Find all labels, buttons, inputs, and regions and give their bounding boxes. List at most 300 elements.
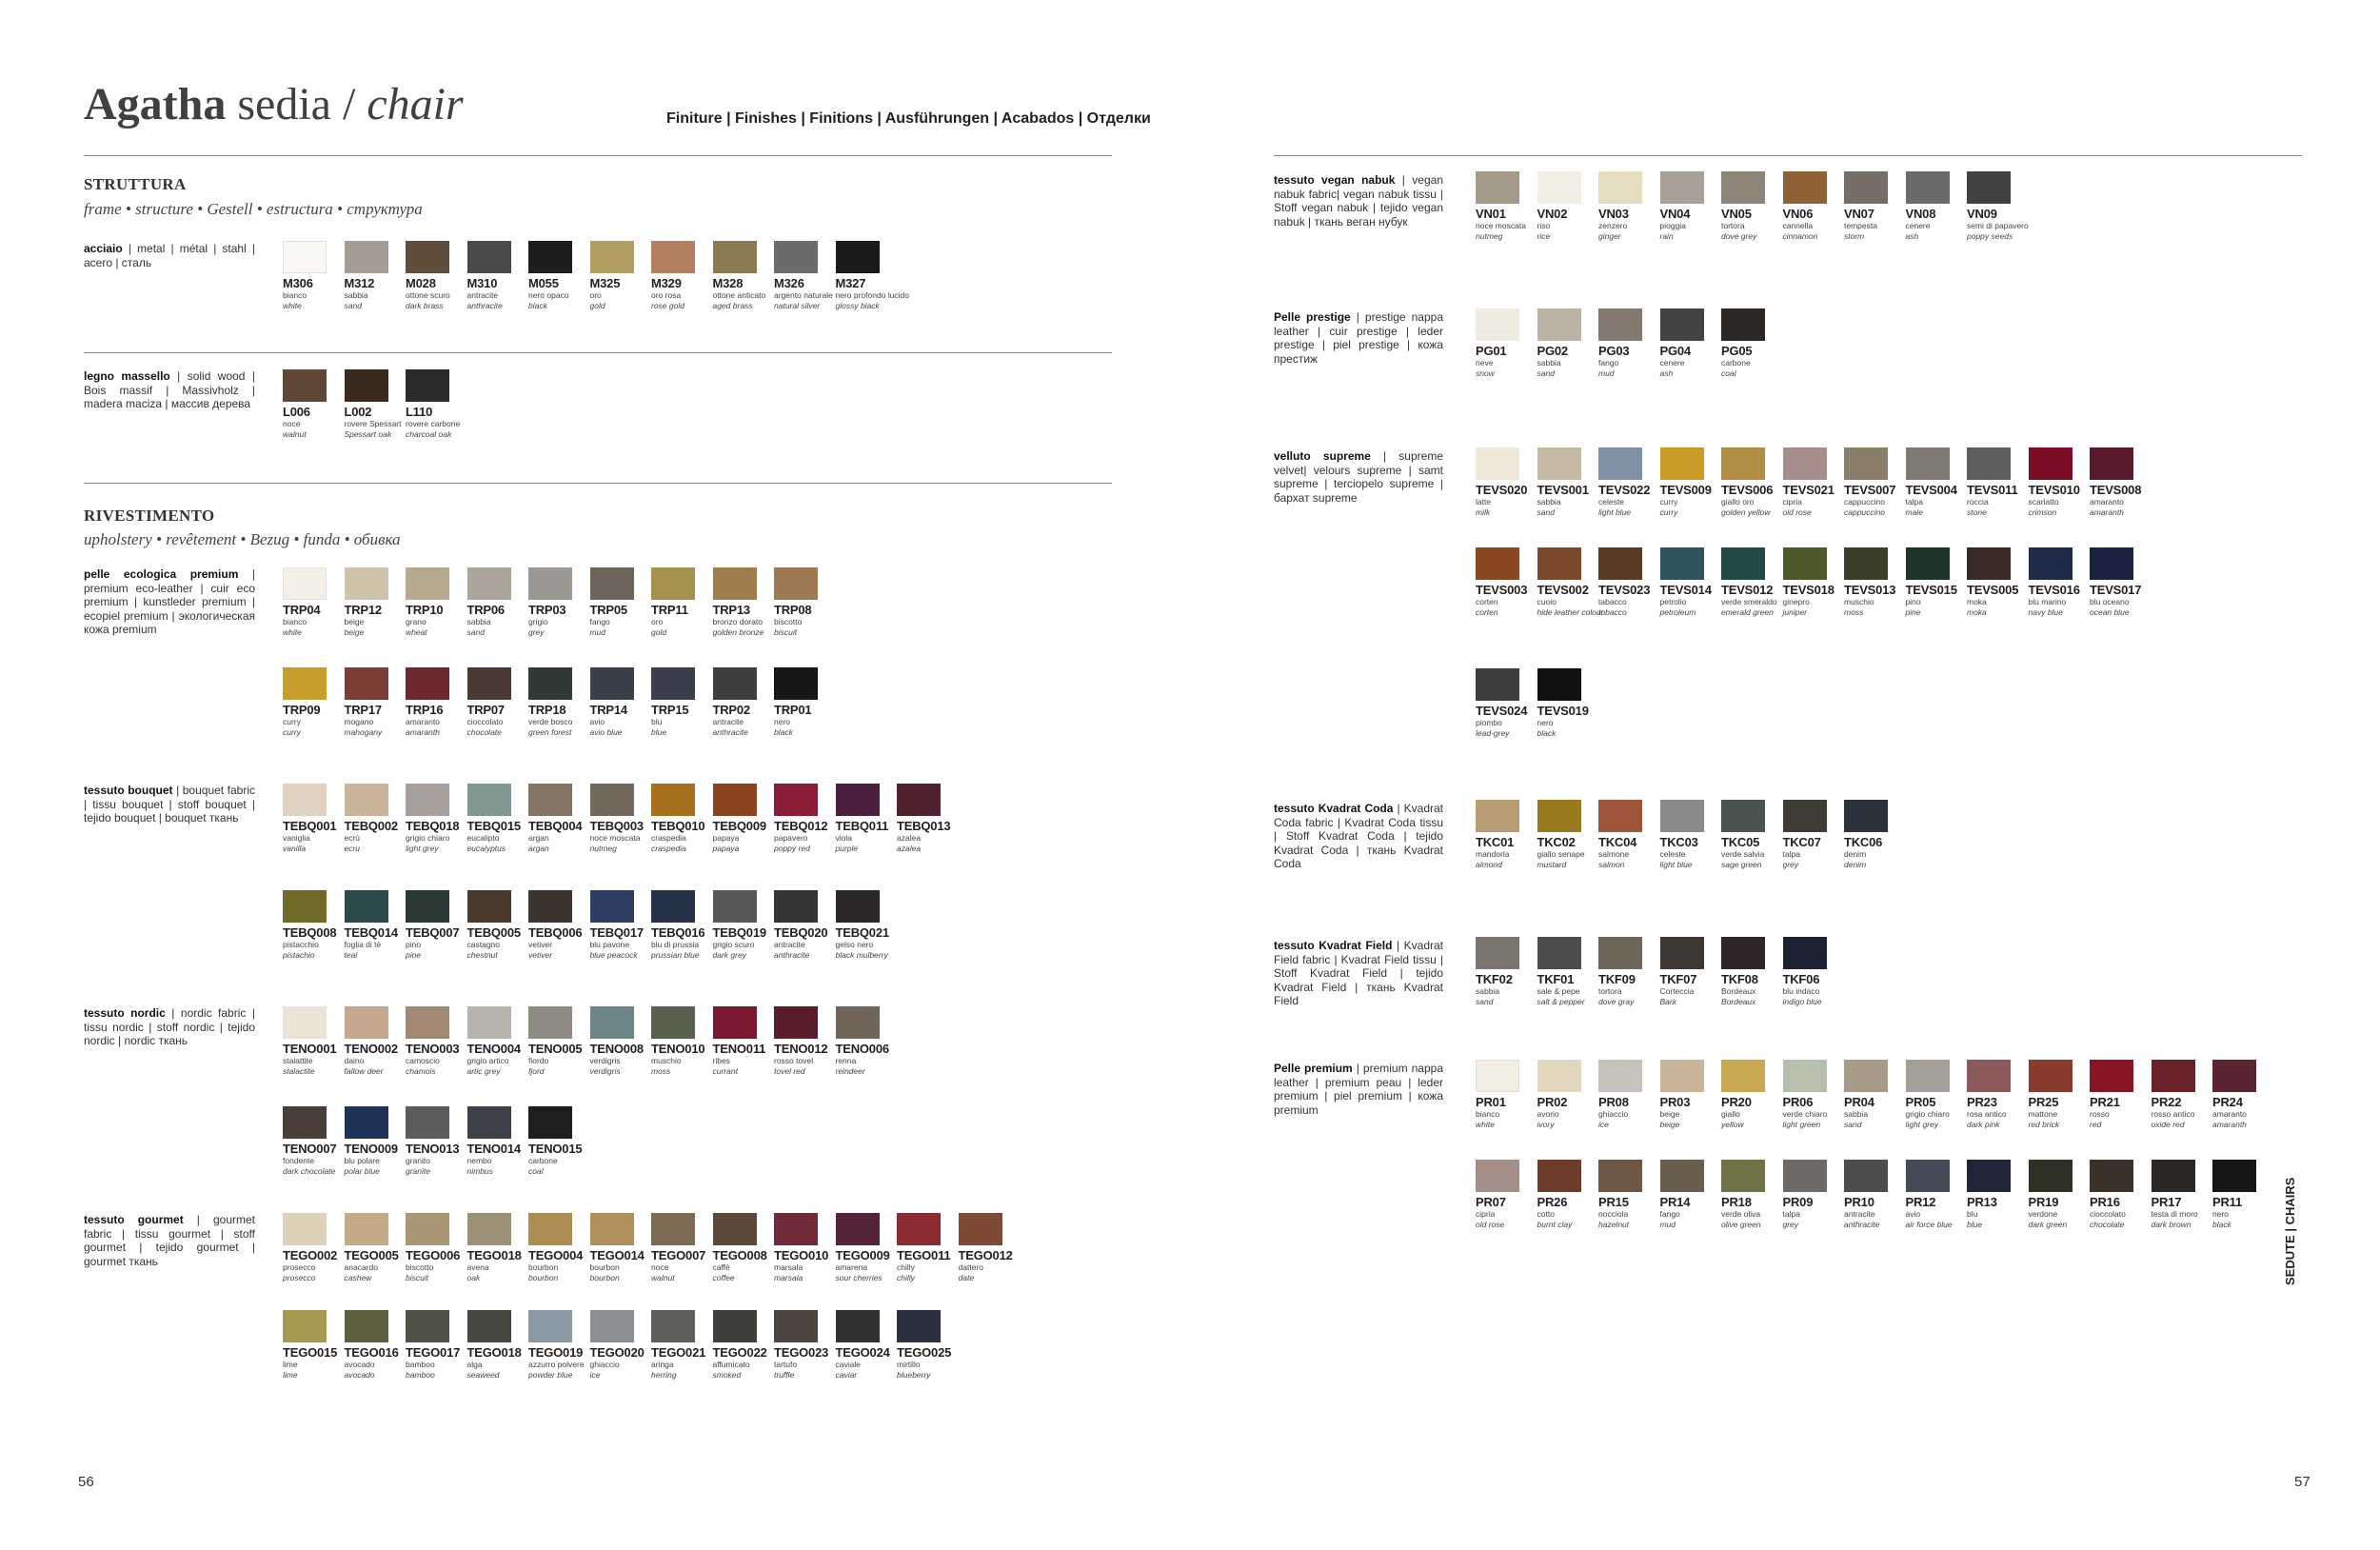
swatch-name-italian: mirtillo [897, 1360, 921, 1369]
swatch-pr09 [1783, 1160, 1840, 1229]
swatch-trp03 [528, 567, 585, 637]
swatch-name-english: curry [283, 726, 301, 737]
swatch-name-english: tobacco [1598, 606, 1627, 617]
swatch-tevs021 [1783, 447, 1840, 517]
swatch-name-italian: semi di papavero [1967, 221, 2029, 230]
page-number-left: 56 [78, 1474, 94, 1490]
swatch-name-italian: neve [1476, 358, 1494, 368]
swatch-chip [345, 567, 388, 600]
swatch-code: TEVS015 [1905, 583, 1957, 597]
swatch-name-italian: vaniglia [283, 833, 310, 843]
group-label-legno [84, 369, 255, 411]
swatch-name-english: pistachio [283, 949, 315, 960]
swatch-name-italian: biscotto [774, 617, 803, 626]
swatch-code: TKF02 [1476, 972, 1513, 986]
swatch-pr17 [2152, 1160, 2209, 1229]
swatch-teno006 [836, 1006, 893, 1076]
swatch-name-english: walnut [283, 428, 307, 439]
swatch-chip [959, 1213, 1002, 1245]
swatch-chip [651, 890, 695, 923]
swatch-code: TEBQ012 [774, 819, 828, 833]
swatch-m310 [467, 241, 525, 310]
swatch-name-english: wheat [406, 626, 427, 637]
swatch-name-italian: nero [1537, 718, 1554, 727]
group-label-acciaio [84, 242, 255, 269]
swatch-m312 [345, 241, 402, 310]
swatch-name-english: Spessart oak [344, 428, 392, 439]
swatch-chip [1598, 1060, 1642, 1092]
swatch-name-italian: curry [283, 717, 301, 726]
swatch-teno008 [590, 1006, 647, 1076]
swatch-chip [774, 1310, 818, 1342]
swatch-code: TENO013 [406, 1142, 460, 1156]
swatch-chip [1598, 447, 1642, 480]
swatch-teno007 [283, 1106, 340, 1176]
swatch-name-italian: eucalipto [466, 833, 500, 843]
swatch-name-italian: amaranto [2212, 1109, 2247, 1119]
swatch-trp10 [406, 567, 463, 637]
group-label-pelle-ecologica [84, 567, 255, 637]
swatch-code: L110 [406, 405, 433, 419]
swatch-code: VN05 [1721, 207, 1752, 221]
swatch-code: M328 [712, 276, 744, 290]
swatch-tkc05 [1721, 800, 1778, 869]
swatch-name-english: anthracite [1844, 1219, 1880, 1229]
swatch-name-italian: cioccolato [2090, 1209, 2126, 1219]
swatch-tkf08 [1721, 937, 1778, 1006]
swatch-chip [2029, 1160, 2073, 1192]
swatch-code: TRP08 [774, 603, 812, 617]
swatch-chip [2152, 1060, 2195, 1092]
swatch-tevs017 [2090, 547, 2147, 617]
swatch-chip [1476, 547, 1519, 580]
swatch-chip [1967, 447, 2011, 480]
group-label-vegan-nabuk [1274, 173, 1443, 229]
swatch-name-english: biscuit [774, 626, 798, 637]
swatch-name-english: craspedia [651, 843, 686, 853]
swatch-name-italian: stalattite [283, 1056, 313, 1065]
swatch-name-english: sand [1476, 996, 1494, 1006]
swatch-code: TEGO014 [589, 1248, 645, 1262]
swatch-name-italian: noce [651, 1262, 669, 1272]
swatch-name-italian: rosa antico [1967, 1109, 2007, 1119]
swatch-name-italian: argento naturale [774, 290, 833, 300]
swatch-tebq012 [774, 784, 831, 853]
swatch-name-italian: caffè [712, 1262, 730, 1272]
swatch-tebq005 [467, 890, 525, 960]
swatch-chip [713, 1213, 757, 1245]
swatch-name-english: rice [1537, 230, 1551, 241]
swatch-name-english: almond [1476, 859, 1502, 869]
swatch-chip [467, 1006, 511, 1039]
swatch-name-italian: fango [1598, 358, 1619, 368]
swatch-pr19 [2029, 1160, 2086, 1229]
swatch-chip [1721, 547, 1765, 580]
swatch-name-english: juniper [1782, 606, 1808, 617]
swatch-code: TRP03 [528, 603, 566, 617]
swatch-name-english: light blue [1598, 507, 1632, 517]
swatch-name-english: beige [1659, 1119, 1680, 1129]
group-label-kvadrat-coda [1274, 802, 1443, 871]
swatch-name-italian: chilly [897, 1262, 915, 1272]
swatch-code: TEGO007 [651, 1248, 706, 1262]
swatch-chip [406, 567, 449, 600]
swatch-code: TEGO009 [835, 1248, 890, 1262]
swatch-tego015 [283, 1310, 340, 1380]
struttura-subtitle: frame • structure • Gestell • estructura • структура [84, 200, 423, 218]
swatch-tevs001 [1537, 447, 1595, 517]
swatch-chip [1783, 1160, 1827, 1192]
swatch-name-italian: tartufo [774, 1360, 798, 1369]
swatch-teno014 [467, 1106, 525, 1176]
swatch-code: PR13 [1967, 1195, 1997, 1209]
swatch-chip [345, 890, 388, 923]
group-label-bold: tessuto gourmet [84, 1213, 184, 1226]
swatch-name-italian: salmone [1598, 849, 1630, 859]
swatch-code: TEGO018 [466, 1345, 522, 1360]
swatch-code: TEVS006 [1721, 483, 1774, 497]
swatch-chip [651, 1213, 695, 1245]
group-label-bold: pelle ecologica premium [84, 567, 239, 581]
swatch-tego005 [345, 1213, 402, 1282]
swatch-name-english: dove gray [1598, 996, 1635, 1006]
page-title [84, 78, 464, 130]
swatch-name-english: old rose [1476, 1219, 1505, 1229]
swatch-chip [2152, 1160, 2195, 1192]
swatch-name-italian: cannella [1782, 221, 1814, 230]
swatch-name-english: sage green [1721, 859, 1762, 869]
swatch-code: TEGO015 [283, 1345, 338, 1360]
swatch-name-english: chestnut [466, 949, 498, 960]
swatch-code: TEVS017 [2090, 583, 2142, 597]
swatch-name-italian: ghiaccio [589, 1360, 620, 1369]
swatch-code: TEVS023 [1598, 583, 1651, 597]
swatch-chip [1660, 547, 1704, 580]
swatch-name-english: currant [712, 1065, 738, 1076]
swatch-name-italian: craspedia [651, 833, 686, 843]
swatch-chip [1844, 800, 1888, 832]
swatch-name-english: navy blue [2028, 606, 2063, 617]
swatch-code: TEVS007 [1844, 483, 1896, 497]
swatch-code: TEVS001 [1537, 483, 1589, 497]
swatch-name-english: light grey [1905, 1119, 1938, 1129]
swatch-name-english: pine [1905, 606, 1921, 617]
swatch-name-english: ash [1905, 230, 1919, 241]
swatch-name-english: blue [1967, 1219, 1983, 1229]
swatch-name-english: sour cherries [835, 1272, 883, 1282]
swatch-name-italian: marsala [774, 1262, 803, 1272]
swatch-tebq016 [651, 890, 708, 960]
swatch-name-italian: ottone scuro [406, 290, 450, 300]
swatch-tego016 [345, 1310, 402, 1380]
swatch-code: TRP14 [589, 703, 627, 717]
swatch-chip [528, 1213, 572, 1245]
swatch-code: TEGO010 [774, 1248, 829, 1262]
swatch-name-italian: verde oliva [1721, 1209, 1761, 1219]
swatch-pr03 [1660, 1060, 1717, 1129]
swatch-code: TEBQ019 [712, 925, 766, 940]
swatch-name-english: light green [1782, 1119, 1821, 1129]
swatch-chip [774, 241, 818, 273]
swatch-name-italian: oro [589, 290, 602, 300]
swatch-teno004 [467, 1006, 525, 1076]
swatch-name-italian: prosecco [283, 1262, 316, 1272]
swatch-tevs011 [1967, 447, 2024, 517]
swatch-code: TEGO011 [897, 1248, 951, 1262]
swatch-name-italian: rosso tovel [774, 1056, 814, 1065]
swatch-chip [467, 1310, 511, 1342]
swatch-pg04 [1660, 308, 1717, 378]
swatch-tebq020 [774, 890, 831, 960]
swatch-code: TENO014 [466, 1142, 521, 1156]
swatch-chip [590, 890, 634, 923]
swatch-code: TEVS020 [1476, 483, 1528, 497]
swatch-name-english: herring [651, 1369, 677, 1380]
swatch-code: TENO003 [406, 1042, 460, 1056]
swatch-name-english: azalea [897, 843, 922, 853]
swatch-name-english: Bordeaux [1721, 996, 1756, 1006]
swatch-code: PR02 [1537, 1095, 1568, 1109]
swatch-name-english: stalactite [283, 1065, 315, 1076]
group-label-translations: | metal | métal | stahl | acero | сталь [84, 242, 255, 269]
swatch-chip [1844, 171, 1888, 204]
swatch-code: TENO007 [283, 1142, 337, 1156]
swatch-name-english: glossy black [835, 300, 880, 310]
swatch-name-italian: cioccolato [466, 717, 504, 726]
struttura-title: STRUTTURA [84, 175, 187, 193]
swatch-name-italian: pioggia [1659, 221, 1686, 230]
swatch-name-english: green forest [528, 726, 572, 737]
group-label-bold: legno massello [84, 369, 170, 383]
swatch-tkc02 [1537, 800, 1595, 869]
swatch-chip [283, 1006, 327, 1039]
swatch-pr10 [1844, 1160, 1901, 1229]
title-product-name: Agatha [84, 79, 227, 129]
swatch-code: M310 [466, 276, 498, 290]
swatch-name-english: caviar [835, 1369, 858, 1380]
swatch-chip [1721, 800, 1765, 832]
swatch-tevs016 [2029, 547, 2086, 617]
swatch-chip [1844, 447, 1888, 480]
swatch-name-english: grey [1782, 859, 1799, 869]
swatch-chip [406, 241, 449, 273]
swatch-name-italian: biscotto [406, 1262, 434, 1272]
swatch-tebq010 [651, 784, 708, 853]
swatch-pr20 [1721, 1060, 1778, 1129]
group-label-velluto [1274, 449, 1443, 505]
swatch-name-italian: amarena [835, 1262, 868, 1272]
swatch-tego004 [528, 1213, 585, 1282]
swatch-name-italian: blu [651, 717, 663, 726]
swatch-pr01 [1476, 1060, 1533, 1129]
swatch-code: TEVS016 [2028, 583, 2080, 597]
swatch-chip [1660, 800, 1704, 832]
group-label-nordic [84, 1006, 255, 1048]
swatch-name-english: black [528, 300, 547, 310]
swatch-name-italian: rovere Spessart [344, 419, 402, 428]
sidebar-section-label: SEDUTE | CHAIRS [2283, 1177, 2297, 1285]
swatch-chip [774, 1006, 818, 1039]
swatch-name-italian: talpa [1905, 497, 1923, 507]
swatch-code: TENO002 [344, 1042, 398, 1056]
swatch-name-italian: celeste [1598, 497, 1624, 507]
swatch-name-italian: grigio scuro [712, 940, 755, 949]
swatch-name-english: red [2090, 1119, 2102, 1129]
swatch-name-italian: blu marino [2028, 597, 2067, 606]
swatch-name-italian: oro rosa [651, 290, 682, 300]
finishes-heading: Finiture | Finishes | Finitions | Ausführungen | Acabados | Отделки [666, 110, 1151, 127]
swatch-name-italian: fiordo [528, 1056, 549, 1065]
swatch-code: TRP05 [589, 603, 627, 617]
swatch-chip [590, 567, 634, 600]
swatch-name-italian: verde bosco [528, 717, 573, 726]
swatch-code: VN06 [1782, 207, 1814, 221]
swatch-code: VN09 [1967, 207, 1997, 221]
swatch-name-english: marsala [774, 1272, 803, 1282]
swatch-chip [406, 1213, 449, 1245]
swatch-name-italian: bianco [283, 290, 307, 300]
swatch-tevs002 [1537, 547, 1604, 617]
swatch-name-english: indigo blue [1782, 996, 1822, 1006]
swatch-chip [528, 1310, 572, 1342]
group-label-bouquet [84, 784, 255, 825]
swatch-chip [590, 667, 634, 700]
swatch-code: PR21 [2090, 1095, 2120, 1109]
swatch-chip [345, 1310, 388, 1342]
swatch-tego021 [651, 1310, 708, 1380]
swatch-tevs007 [1844, 447, 1901, 517]
swatch-chip [2212, 1060, 2256, 1092]
swatch-name-english: dark brown [2151, 1219, 2192, 1229]
swatch-code: TEVS003 [1476, 583, 1528, 597]
title-type-english: chair [367, 79, 464, 129]
swatch-pr07 [1476, 1160, 1533, 1229]
swatch-code: TEGO002 [283, 1248, 338, 1262]
swatch-tebq008 [283, 890, 340, 960]
swatch-code: TEVS009 [1659, 483, 1712, 497]
swatch-name-english: avocado [344, 1369, 375, 1380]
swatch-code: TRP12 [344, 603, 382, 617]
swatch-teno010 [651, 1006, 708, 1076]
swatch-code: TEBQ013 [897, 819, 951, 833]
swatch-name-italian: sabbia [1844, 1109, 1869, 1119]
swatch-code: TKF01 [1537, 972, 1575, 986]
swatch-name-english: white [1476, 1119, 1495, 1129]
swatch-tkc01 [1476, 800, 1533, 869]
swatch-name-english: black [2212, 1219, 2231, 1229]
swatch-code: PR26 [1537, 1195, 1568, 1209]
swatch-tebq017 [590, 890, 647, 960]
swatch-name-italian: piombo [1476, 718, 1502, 727]
swatch-name-english: granite [406, 1165, 430, 1176]
swatch-tkc07 [1783, 800, 1840, 869]
swatch-code: M055 [528, 276, 559, 290]
swatch-chip [467, 890, 511, 923]
swatch-chip [1598, 937, 1642, 969]
swatch-chip [1537, 308, 1581, 341]
swatch-chip [774, 1213, 818, 1245]
swatch-chip [1598, 308, 1642, 341]
swatch-chip [406, 1006, 449, 1039]
swatch-code: TEGO006 [406, 1248, 461, 1262]
swatch-chip [406, 1106, 449, 1139]
swatch-name-english: salt & pepper [1537, 996, 1585, 1006]
swatch-name-italian: blu indaco [1782, 986, 1820, 996]
swatch-code: M306 [283, 276, 313, 290]
swatch-name-italian: verdigris [589, 1056, 621, 1065]
swatch-name-english: smoked [712, 1369, 742, 1380]
swatch-tkc03 [1660, 800, 1717, 869]
swatch-code: TEBQ020 [774, 925, 828, 940]
swatch-name-english: mud [589, 626, 606, 637]
swatch-name-english: black [774, 726, 793, 737]
swatch-name-english: olive green [1721, 1219, 1761, 1229]
swatch-name-english: dark grey [712, 949, 746, 960]
swatch-tego025 [897, 1310, 954, 1380]
swatch-name-english: stone [1967, 507, 1987, 517]
swatch-name-italian: castagno [466, 940, 500, 949]
swatch-chip [467, 667, 511, 700]
swatch-name-italian: daino [344, 1056, 365, 1065]
swatch-chip [651, 241, 695, 273]
swatch-name-english: hazelnut [1598, 1219, 1630, 1229]
swatch-code: TEBQ010 [651, 819, 705, 833]
swatch-name-italian: sabbia [344, 290, 368, 300]
swatch-name-italian: nembo [466, 1156, 492, 1165]
swatch-chip [283, 369, 327, 402]
swatch-trp01 [774, 667, 831, 737]
swatch-name-italian: rovere carbone [406, 419, 461, 428]
swatch-chip [2212, 1160, 2256, 1192]
swatch-name-italian: mattone [2028, 1109, 2058, 1119]
swatch-code: TRP17 [344, 703, 382, 717]
swatch-chip [1721, 1160, 1765, 1192]
swatch-tkf01 [1537, 937, 1595, 1006]
swatch-chip [1967, 547, 2011, 580]
swatch-name-italian: antracite [712, 717, 744, 726]
swatch-code: PR23 [1967, 1095, 1997, 1109]
swatch-chip [1660, 937, 1704, 969]
swatch-tevs023 [1598, 547, 1656, 617]
swatch-name-english: snow [1476, 368, 1495, 378]
swatch-name-english: mahogany [344, 726, 383, 737]
swatch-name-italian: dattero [958, 1262, 983, 1272]
swatch-teno011 [713, 1006, 770, 1076]
swatch-code: TEBQ007 [406, 925, 460, 940]
swatch-name-italian: riso [1537, 221, 1551, 230]
swatch-code: TEGO025 [897, 1345, 952, 1360]
swatch-name-italian: sale & pepe [1537, 986, 1580, 996]
swatch-code: TEVS011 [1967, 483, 2018, 497]
swatch-chip [651, 567, 695, 600]
swatch-name-english: oak [466, 1272, 481, 1282]
swatch-name-italian: verde salvia [1721, 849, 1765, 859]
swatch-name-italian: grigio chiaro [1905, 1109, 1950, 1119]
swatch-name-english: black [1537, 727, 1557, 738]
swatch-code: TRP13 [712, 603, 750, 617]
swatch-tego019 [528, 1310, 585, 1380]
swatch-name-italian: testa di moro [2151, 1209, 2198, 1219]
swatch-code: TKC05 [1721, 835, 1760, 849]
swatch-chip [406, 1310, 449, 1342]
swatch-chip [345, 1006, 388, 1039]
swatch-name-english: salmon [1598, 859, 1625, 869]
swatch-code: VN02 [1537, 207, 1568, 221]
swatch-chip [1537, 1160, 1581, 1192]
swatch-chip [528, 667, 572, 700]
swatch-name-english: cinnamon [1782, 230, 1818, 241]
swatch-chip [2029, 547, 2073, 580]
